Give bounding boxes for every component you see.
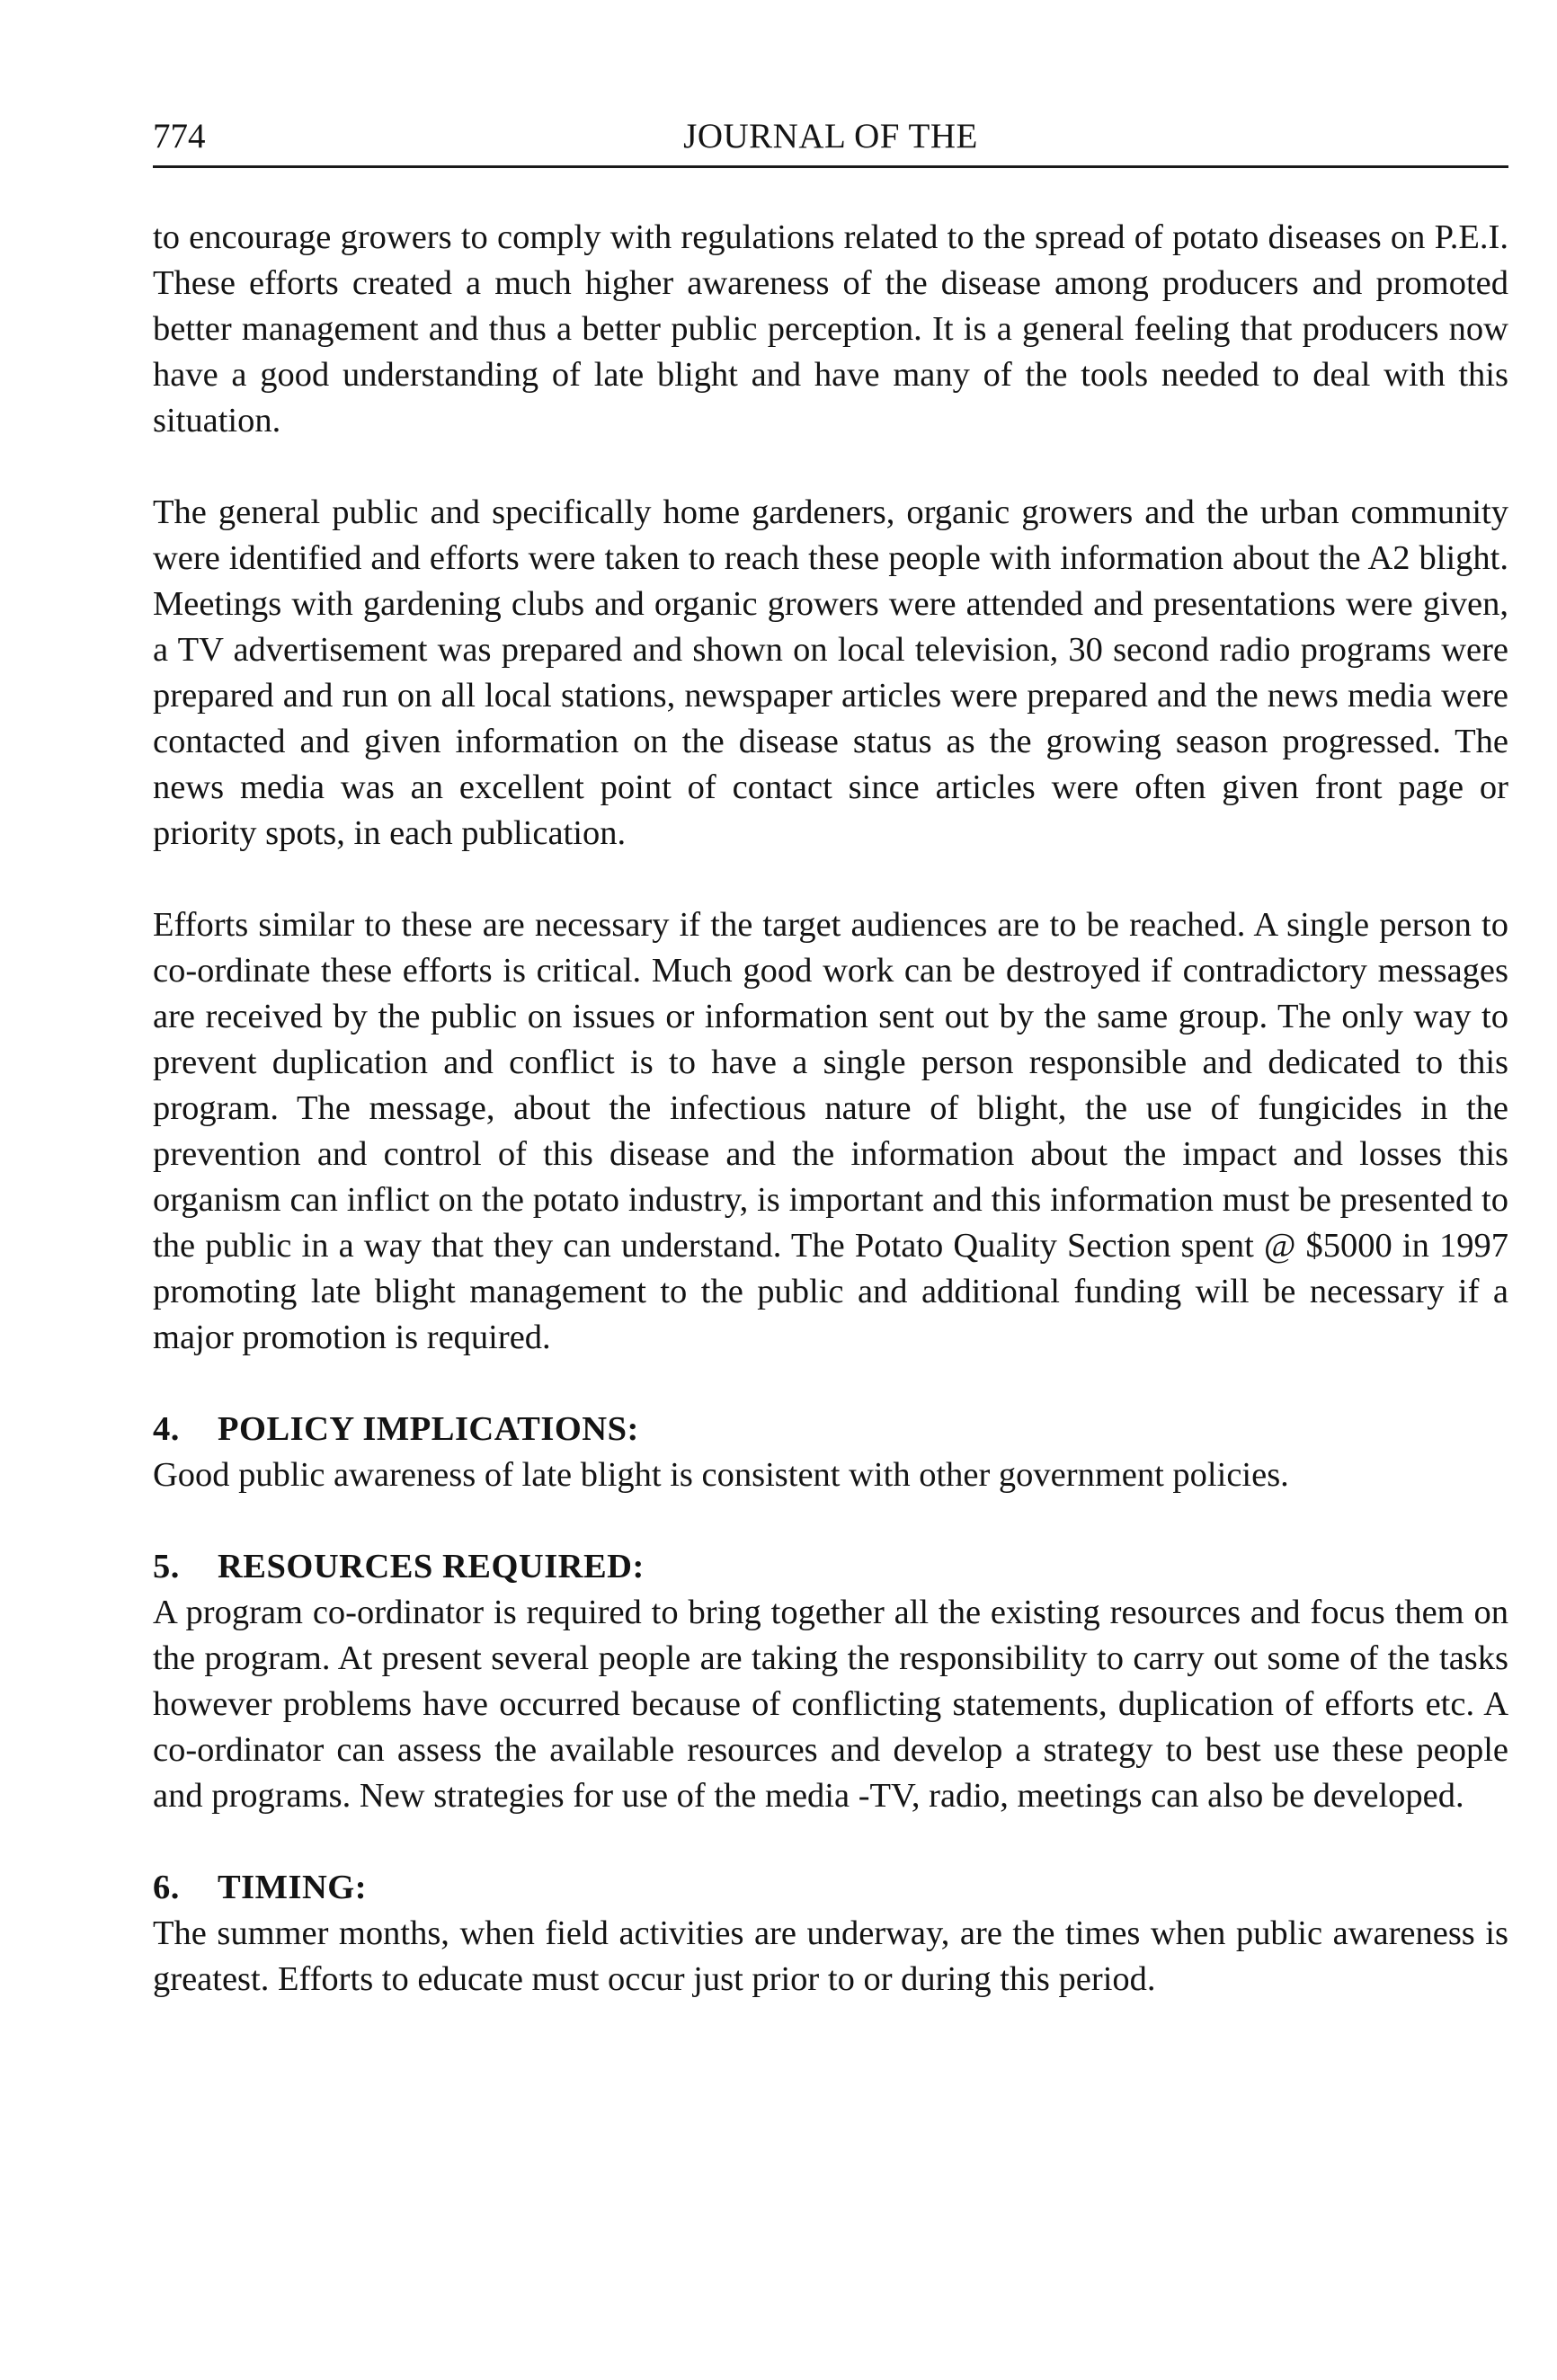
journal-title: JOURNAL OF THE: [683, 117, 978, 155]
section-text: Good public awareness of late blight is consistent with other government policies.: [153, 1456, 1289, 1494]
section-heading: [153, 1544, 1508, 1590]
section-resources-required: [153, 1544, 1508, 1819]
document-page: [153, 108, 1508, 2003]
section-title: POLICY IMPLICATIONS:: [218, 1410, 639, 1448]
section-text: A program co-ordinator is required to bring together all the existing resources and focus them on the program. At present several people are taking the responsibility to carry out some of the tasks however problems have occurred because of conflicting statements, duplication of efforts etc. A co-ordinator can assess the available resources and develop a strategy to best use these people and programs. New strategies for use of the media -TV, radio, meetings can also be developed.: [153, 1594, 1508, 1815]
section-title: TIMING:: [218, 1869, 368, 1906]
section-number: 4.: [153, 1410, 180, 1448]
section-number: 6.: [153, 1869, 180, 1906]
section-number: 5.: [153, 1548, 180, 1585]
section-policy-implications: [153, 1407, 1508, 1498]
page-number: 774: [153, 117, 206, 155]
paragraph-public-outreach: The general public and specifically home gardeners, organic growers and the urban community were identified and efforts were taken to reach these people with information about the A2 blight. Meetings with gardening clubs and organic growers were attended and presentations were given, a TV advertisement was prepared and shown on local television, 30 second radio programs were prepared and run on all local stations, newspaper articles were prepared and the news media were contacted and given information on the disease status as the growing season progressed. The news media was an excellent point of contact since articles were often given front page or priority spots, in each publication.: [153, 493, 1508, 852]
paragraph-continuation: to encourage growers to comply with regulations related to the spread of potato diseases on P.E.I. These efforts created a much higher awareness of the disease among producers and promoted better management and thus a better public perception. It is a general feeling that producers now have a good understanding of late blight and have many of the tools needed to deal with this situation.: [153, 218, 1508, 440]
section-text: The summer months, when field activities are underway, are the times when public awareness is greatest. Efforts to educate must occur just prior to or during this period.: [153, 1914, 1508, 1998]
paragraph-coordination: Efforts similar to these are necessary if the target audiences are to be reached. A single person to co-ordinate these efforts is critical. Much good work can be destroyed if contradictory messages are received by the public on issues or information sent out by the same group. The only way to prevent duplication and conflict is to have a single person responsible and dedicated to this program. The message, about the infectious nature of blight, the use of fungicides in the prevention and control of this disease and the information about the impact and losses this organism can inflict on the potato industry, is important and this information must be presented to the public in a way that they can understand. The Potato Quality Section spent @ $5000 in 1997 promoting late blight management to the public and additional funding will be necessary if a major promotion is required.: [153, 906, 1508, 1356]
section-heading: [153, 1407, 1508, 1452]
section-timing: [153, 1865, 1508, 2003]
section-heading: [153, 1865, 1508, 1911]
section-title: RESOURCES REQUIRED:: [218, 1548, 645, 1585]
running-header: [153, 108, 1508, 168]
body-text: [153, 215, 1508, 2003]
